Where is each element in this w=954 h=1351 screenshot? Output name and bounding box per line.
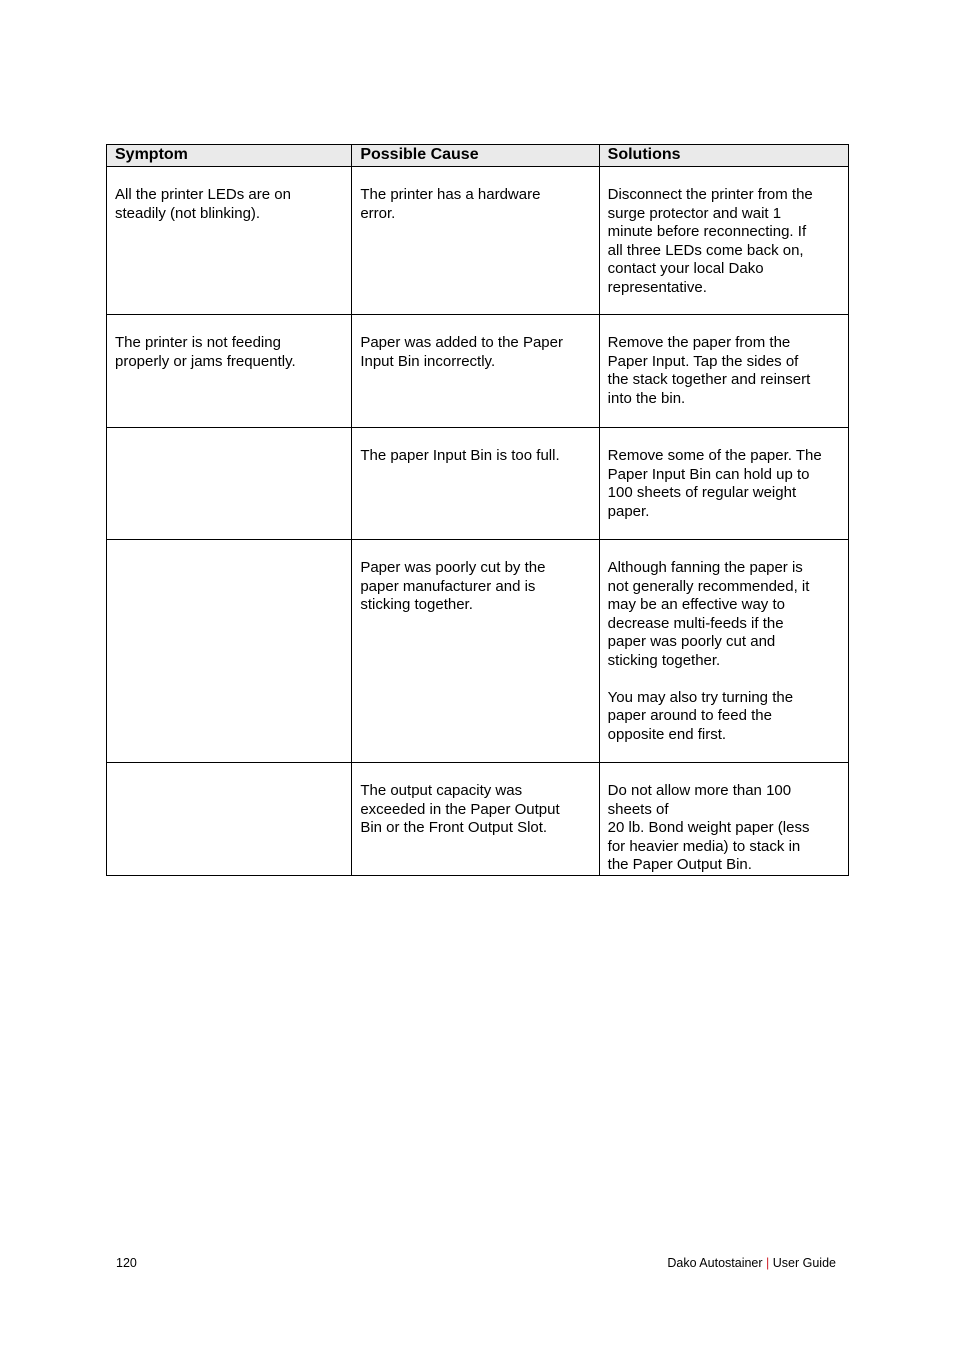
cause-cell: The output capacity was exceeded in the Paper Output Bin or the Front Output Slot. — [352, 763, 599, 876]
cause-cell: Paper was poorly cut by the paper manufacturer and is sticking together. — [352, 540, 599, 763]
symptom-cell: All the printer LEDs are on steadily (not blinking). — [107, 167, 352, 315]
solution-paragraph: Remove some of the paper. The Paper Input Bin can hold up to 100 sheets of regular weight paper. — [607, 447, 822, 520]
table-row — [107, 540, 849, 763]
cause-cell: The printer has a hardware error. — [352, 167, 599, 315]
table-row — [107, 763, 849, 876]
table-row — [107, 428, 849, 540]
footer-product-name: Dako Autostainer — [667, 1256, 763, 1270]
solution-cell — [599, 540, 848, 763]
solution-paragraph: You may also try turning the paper around to feed the opposite end first. — [607, 688, 794, 743]
solution-paragraph: Disconnect the printer from the surge protector and wait 1 minute before reconnecting. If all three LEDs come back on, contact your local Dako representative. — [607, 186, 813, 296]
page-number: 120 — [116, 1256, 137, 1270]
symptom-cell — [107, 428, 352, 540]
solution-paragraph: Although fanning the paper is not generally recommended, it may be an effective way to decrease multi-feeds if the paper was poorly cut and sticking together. — [607, 559, 810, 669]
table-header-row — [107, 145, 849, 167]
symptom-column-header: Symptom — [107, 145, 352, 167]
table-row — [107, 167, 849, 315]
troubleshooting-table — [106, 144, 849, 876]
solution-cell — [599, 763, 848, 876]
solution-cell — [599, 428, 848, 540]
cause-cell: Paper was added to the Paper Input Bin incorrectly. — [352, 315, 599, 428]
footer-separator: | — [766, 1256, 770, 1270]
solution-cell — [599, 315, 848, 428]
table-row — [107, 315, 849, 428]
possible-cause-column-header: Possible Cause — [352, 145, 599, 167]
solution-paragraph: Do not allow more than 100 sheets of 20 lb. Bond weight paper (less for heavier media) to stack in the Paper Output Bin. — [607, 782, 810, 873]
solution-paragraph: Remove the paper from the Paper Input. Tap the sides of the stack together and reinsert into the bin. — [607, 334, 811, 407]
footer-document-title — [667, 1256, 836, 1271]
symptom-cell: The printer is not feeding properly or jams frequently. — [107, 315, 352, 428]
solution-cell — [599, 167, 848, 315]
solutions-column-header: Solutions — [599, 145, 848, 167]
cause-cell: The paper Input Bin is too full. — [352, 428, 599, 540]
symptom-cell — [107, 763, 352, 876]
footer-guide-name: User Guide — [772, 1256, 836, 1270]
symptom-cell — [107, 540, 352, 763]
